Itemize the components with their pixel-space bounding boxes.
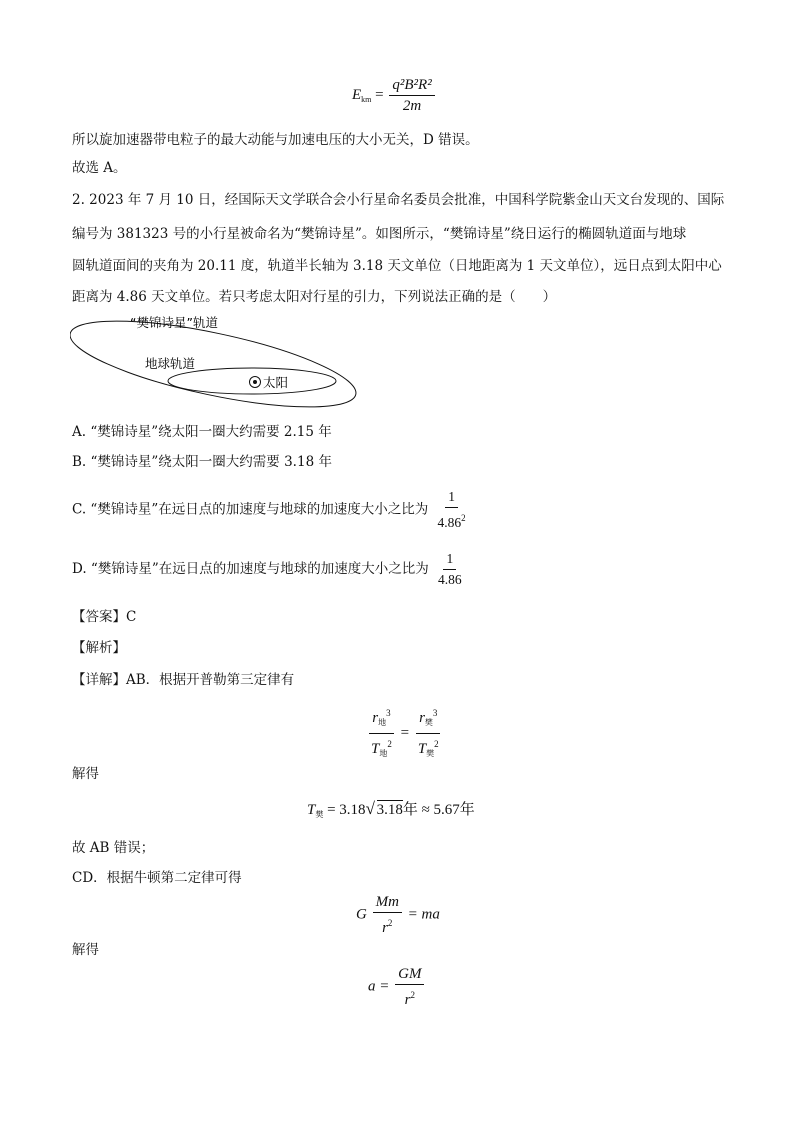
fanjinshi-orbit-label: “樊锦诗星”轨道 <box>130 315 218 330</box>
analysis-heading: 【解析】 <box>72 640 126 656</box>
energy-fraction: $\frac{\text{q²B²R²}}{2m}$ <box>389 76 434 115</box>
kepler-equation: $\frac{r_地^3}{T_地^2}$ = $\frac{r_樊^3}{T_樊^2}$ <box>366 704 444 763</box>
option-a: A. “樊锦诗星”绕太阳一圈大约需要 2.15 年 <box>72 424 332 440</box>
detail-ab: 【详解】AB．根据开普勒第三定律有 <box>72 672 295 688</box>
question-text: 编号为 381323 号的小行星被命名为“樊锦诗星”。如图所示，“樊锦诗星”绕日运行的椭圆轨道面与地球 <box>72 226 687 242</box>
text-line: 故选 A。 <box>72 160 127 176</box>
question-text: 2. 2023 年 7 月 10 日，经国际天文学联合会小行星命名委员会批准，中国科学院紫金山天文台发现的、国际 <box>72 192 725 208</box>
acceleration-equation: a = $\frac{GM}{r^2}$ <box>368 965 426 1009</box>
sun-label: 太阳 <box>263 375 289 390</box>
earth-orbit-label: 地球轨道 <box>145 356 196 371</box>
option-c-fraction: $\frac{1}{4.86^2}$ <box>437 489 466 530</box>
option-d: D. “樊锦诗星”在远日点的加速度与地球的加速度大小之比为 $\frac{1}{4.86}$ <box>72 550 467 589</box>
ab-wrong-line: 故 AB 错误； <box>72 840 155 856</box>
answer-line: 【答案】C <box>72 609 137 625</box>
sun-marker-dot <box>253 380 257 384</box>
option-b: B. “樊锦诗星”绕太阳一圈大约需要 3.18 年 <box>72 454 332 470</box>
newton-equation: G $\frac{Mm}{r^2}$ = ma <box>356 894 440 936</box>
text-line: 所以旋加速器带电粒子的最大动能与加速电压的大小无关，D 错误。 <box>72 132 479 148</box>
option-c: C. “樊锦诗星”在远日点的加速度与地球的加速度大小之比为 $\frac{1}{4.86^2}$ <box>72 488 471 532</box>
question-text: 距离为 4.86 天文单位。若只考虑太阳对行星的引力，下列说法正确的是（ ） <box>72 289 557 305</box>
kinetic-energy-equation: $E_{km}$ = $\frac{\text{q²B²R²}}{2m}$ <box>352 76 437 115</box>
question-text: 圆轨道面间的夹角为 20.11 度，轨道半长轴为 3.18 天文单位（日地距离为 1 天文单位），远日点到太阳中心 <box>72 258 722 274</box>
cd-text-line: CD．根据牛顿第二定律可得 <box>72 870 242 886</box>
solve-line-1: 解得 <box>72 766 99 782</box>
period-equation: $T_樊 = 3.18$ √ 3.18年 ≈ 5.67年 <box>307 799 475 819</box>
option-d-fraction: $\frac{1}{4.86}$ <box>438 551 462 587</box>
earth-orbit-ellipse <box>168 368 336 394</box>
solve-line-2: 解得 <box>72 942 99 958</box>
square-root: √ 3.18 <box>365 799 403 818</box>
orbit-diagram <box>70 310 370 414</box>
